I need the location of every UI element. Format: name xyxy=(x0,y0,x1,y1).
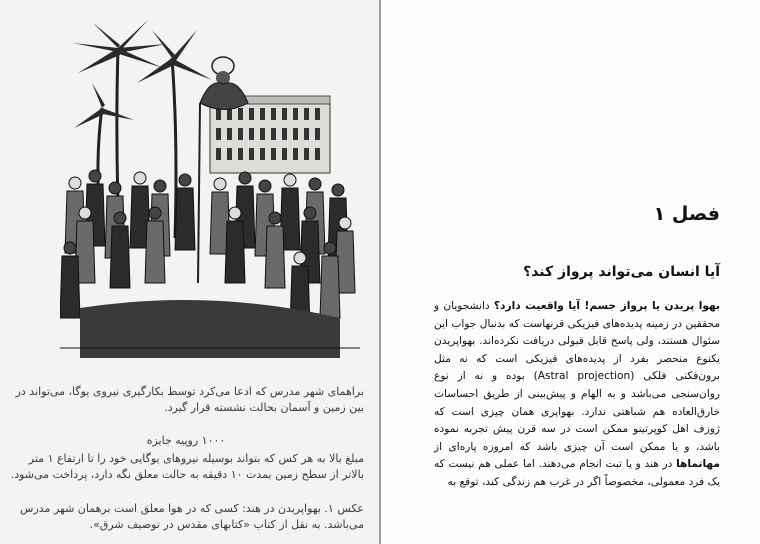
building-window xyxy=(238,148,243,160)
building-window xyxy=(315,108,320,120)
building-window xyxy=(282,148,287,160)
building-window xyxy=(293,128,298,140)
prize-body: مبلغ بالا به هر کس که بتواند بوسیله نیروهای یوگایی خود را تا ارتفاع ۱ متر بالاتر از سطح زمین بمدت ۱۰ دقیقه به حالت معلق نگه دارد، پرداخت می‌شود. xyxy=(10,452,364,481)
building-window xyxy=(227,128,232,140)
building-window xyxy=(260,128,265,140)
building-window xyxy=(271,128,276,140)
paragraph-lead: بهوا پریدن یا پرواز جسم! آیا واقعیت دارد؟ xyxy=(493,300,721,312)
building-window xyxy=(271,108,276,120)
building-window xyxy=(282,108,287,120)
building-window xyxy=(249,128,254,140)
building-window xyxy=(227,148,232,160)
building-window xyxy=(260,148,265,160)
building-window xyxy=(304,128,309,140)
building-window xyxy=(238,108,243,120)
chapter-heading: فصل ۱ xyxy=(653,203,720,225)
building-window xyxy=(249,148,254,160)
building-window xyxy=(293,108,298,120)
chapter-title: آیا انسان می‌تواند پرواز کند؟ xyxy=(523,264,720,280)
building-window xyxy=(304,148,309,160)
levitation-illustration xyxy=(60,8,360,358)
building-window xyxy=(249,108,254,120)
building-window xyxy=(282,128,287,140)
prize-title: ۱۰۰۰ روپیه جایزه xyxy=(146,434,226,447)
body-paragraph xyxy=(434,298,720,492)
paragraph-bold-term: مهاتماها xyxy=(676,458,720,471)
building-window xyxy=(315,128,320,140)
building-window xyxy=(304,108,309,120)
illustration-caption: برا‌همای شهر مدرس که ادعا می‌کرد توسط بکارگیری نیروی یوگا، می‌تواند در بین زمین و آسمان بحالت نشسته قرار گیرد. xyxy=(15,385,364,414)
right-page xyxy=(381,0,760,544)
building-window xyxy=(271,148,276,160)
figure-caption: عکس ۱. بهواپریدن در هند: کسی که در هوا معلق است برهمان شهر مدرس می‌باشد. به نقل از کتاب «کتابهای مقدس در توصیف شرق». xyxy=(20,502,364,531)
building-window xyxy=(238,128,243,140)
paragraph-text-2: در هند و یا تبت انجام می‌دهند. اما عملی هم نیست که یک فرد معمولی، مخصوصاً اگر در غرب هم زندگی کند، توقع به xyxy=(434,458,720,488)
building-window xyxy=(293,148,298,160)
paragraph-text-1: دانشجویان و محققین در زمینه پدیده‌های فیزیکی قرنهاست که بدنبال جواب این سئوال هستند، ولی پاسخ قابل قبولی دریافت نکرده‌اند. بهواپریدن یکنوع منحصر بفرد از پدیده‌های فیزیکی است که نه مثل برون‌فکنی فلکی (Astral projection) بوده و نه از نوع روان‌سنجی می‌باشد و به الهام و پیش‌بینی از طریق احساسات خارق‌العاده هم شباهتی ندارد. بهواپری همان چیزی است که ژوزف اهل کوپرتینو ممکن است در سه قرن پیش تجربه نموده باشد، و یا ممکن است آن چیزی باشد که امروزه پاره‌ای از xyxy=(434,300,720,453)
building-window xyxy=(260,108,265,120)
building-window xyxy=(315,148,320,160)
building-window xyxy=(216,128,221,140)
building-window xyxy=(216,148,221,160)
